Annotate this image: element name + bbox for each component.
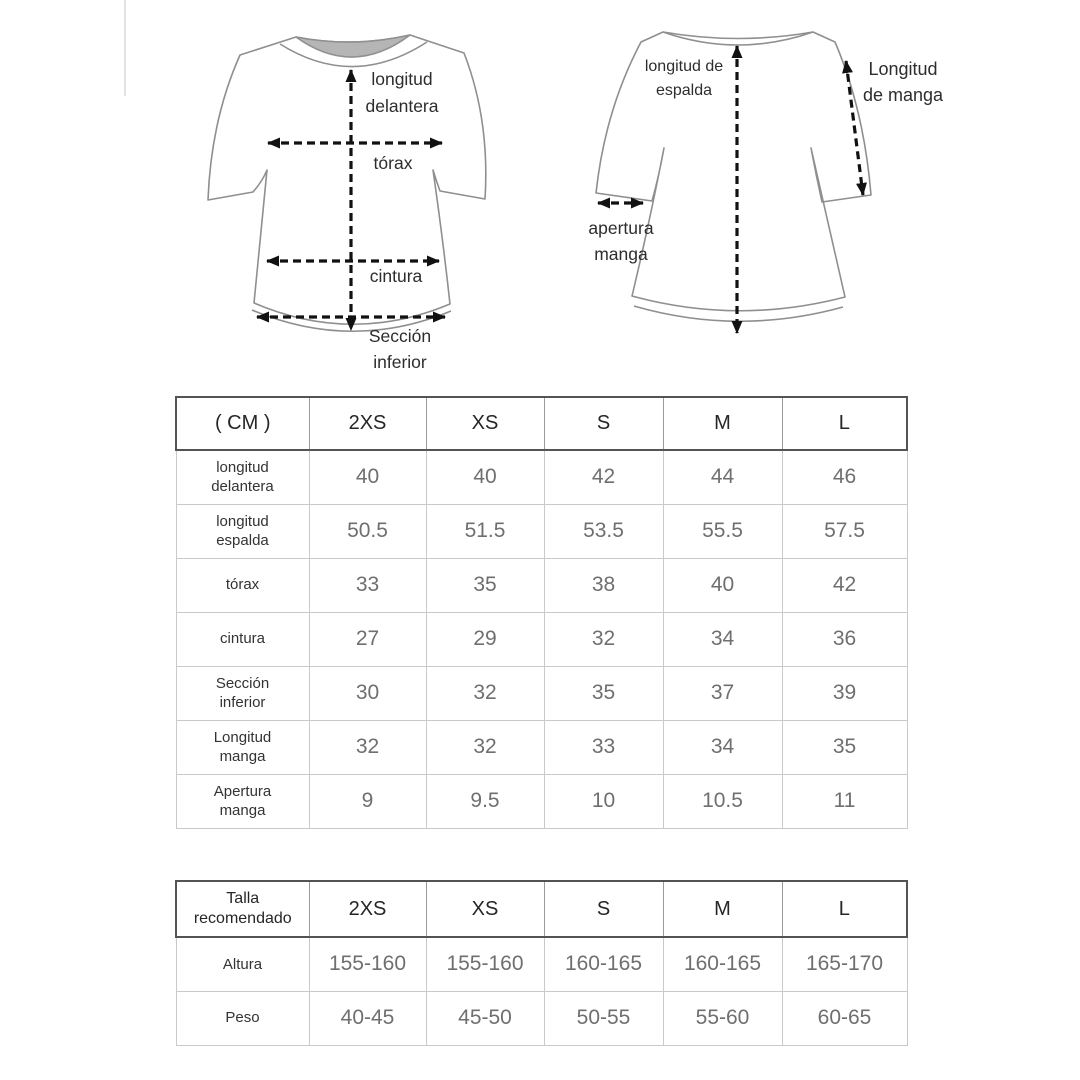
size-value-cell: 57.5	[782, 504, 907, 558]
size-value-cell: 34	[663, 612, 782, 666]
range-value-cell: 165-170	[782, 937, 907, 991]
size-value-cell: 40	[663, 558, 782, 612]
range-value-cell: 160-165	[544, 937, 663, 991]
bottom-section-label-line1: Sección	[368, 326, 432, 346]
range-value-cell: 160-165	[663, 937, 782, 991]
back-shirt-diagram	[596, 32, 871, 321]
row-label: longitud delantera	[176, 450, 309, 504]
range-value-cell: 55-60	[663, 991, 782, 1045]
range-value-cell: 60-65	[782, 991, 907, 1045]
size-value-cell: 33	[309, 558, 426, 612]
size-value-cell: 33	[544, 720, 663, 774]
table-row	[176, 612, 907, 666]
sleeve-length-label-line2: de manga	[862, 85, 944, 105]
row-label: Altura	[176, 937, 309, 991]
size-column-header: L	[782, 397, 907, 450]
sleeve-opening-label	[588, 215, 653, 267]
size-value-cell: 32	[426, 720, 544, 774]
size-value-cell: 51.5	[426, 504, 544, 558]
size-value-cell: 53.5	[544, 504, 663, 558]
table-row	[176, 720, 907, 774]
size-column-header: S	[544, 397, 663, 450]
table-row	[176, 450, 907, 504]
size-value-cell: 40	[309, 450, 426, 504]
range-value-cell: 155-160	[426, 937, 544, 991]
range-value-cell: 45-50	[426, 991, 544, 1045]
front-length-label-line1: longitud	[371, 69, 433, 89]
size-value-cell: 10.5	[663, 774, 782, 828]
size-value-cell: 46	[782, 450, 907, 504]
row-label: longitud espalda	[176, 504, 309, 558]
table-row	[176, 666, 907, 720]
size-value-cell: 55.5	[663, 504, 782, 558]
size-column-header: S	[544, 881, 663, 937]
sleeve-opening-label-line1: apertura	[588, 218, 654, 238]
size-value-cell: 36	[782, 612, 907, 666]
back-length-label-line2: espalda	[655, 82, 713, 99]
row-label: cintura	[176, 612, 309, 666]
table-header-row	[176, 397, 907, 450]
size-value-cell: 42	[782, 558, 907, 612]
sleeve-length-label-line1: Longitud	[868, 59, 938, 79]
row-label: Peso	[176, 991, 309, 1045]
range-value-cell: 40-45	[309, 991, 426, 1045]
front-length-label-line2: delantera	[365, 96, 439, 116]
size-value-cell: 44	[663, 450, 782, 504]
size-value-cell: 10	[544, 774, 663, 828]
front-shirt-diagram	[208, 35, 486, 331]
size-value-cell: 38	[544, 558, 663, 612]
table-row	[176, 558, 907, 612]
size-value-cell: 9.5	[426, 774, 544, 828]
size-column-header: M	[663, 397, 782, 450]
size-value-cell: 35	[544, 666, 663, 720]
size-column-header: 2XS	[309, 397, 426, 450]
size-value-cell: 37	[663, 666, 782, 720]
unit-header: ( CM )	[176, 397, 309, 450]
size-value-cell: 27	[309, 612, 426, 666]
table-row	[176, 937, 907, 991]
table-row	[176, 774, 907, 828]
range-value-cell: 155-160	[309, 937, 426, 991]
recommended-size-table	[175, 880, 908, 1046]
size-value-cell: 30	[309, 666, 426, 720]
size-value-cell: 34	[663, 720, 782, 774]
table-row	[176, 991, 907, 1045]
size-value-cell: 32	[426, 666, 544, 720]
sleeve-length-label	[863, 56, 943, 108]
row-label: Sección inferior	[176, 666, 309, 720]
size-value-cell: 35	[426, 558, 544, 612]
recommended-size-header: Talla recomendado	[176, 881, 309, 937]
chest-label: tórax	[373, 153, 413, 173]
back-length-label	[645, 55, 723, 103]
front-shirt-outline	[208, 35, 486, 324]
row-label: Longitud manga	[176, 720, 309, 774]
back-shirt-outline	[596, 32, 871, 311]
size-value-cell: 39	[782, 666, 907, 720]
range-value-cell: 50-55	[544, 991, 663, 1045]
table-header-row	[176, 881, 907, 937]
size-value-cell: 50.5	[309, 504, 426, 558]
size-value-cell: 32	[544, 612, 663, 666]
row-label: Apertura manga	[176, 774, 309, 828]
size-table-cm	[175, 396, 908, 829]
waist-label: cintura	[369, 266, 423, 286]
bottom-section-label	[369, 323, 431, 375]
back-length-label-line1: longitud de	[644, 58, 724, 75]
size-value-cell: 9	[309, 774, 426, 828]
size-value-cell: 40	[426, 450, 544, 504]
bottom-section-label-line2: inferior	[373, 352, 427, 372]
size-column-header: XS	[426, 881, 544, 937]
size-value-cell: 32	[309, 720, 426, 774]
size-value-cell: 11	[782, 774, 907, 828]
size-column-header: L	[782, 881, 907, 937]
size-column-header: XS	[426, 397, 544, 450]
size-column-header: M	[663, 881, 782, 937]
size-column-header: 2XS	[309, 881, 426, 937]
table-row	[176, 504, 907, 558]
front-length-label	[366, 66, 439, 120]
size-value-cell: 29	[426, 612, 544, 666]
sleeve-opening-label-line2: manga	[594, 244, 648, 264]
row-label: tórax	[176, 558, 309, 612]
size-value-cell: 42	[544, 450, 663, 504]
size-value-cell: 35	[782, 720, 907, 774]
